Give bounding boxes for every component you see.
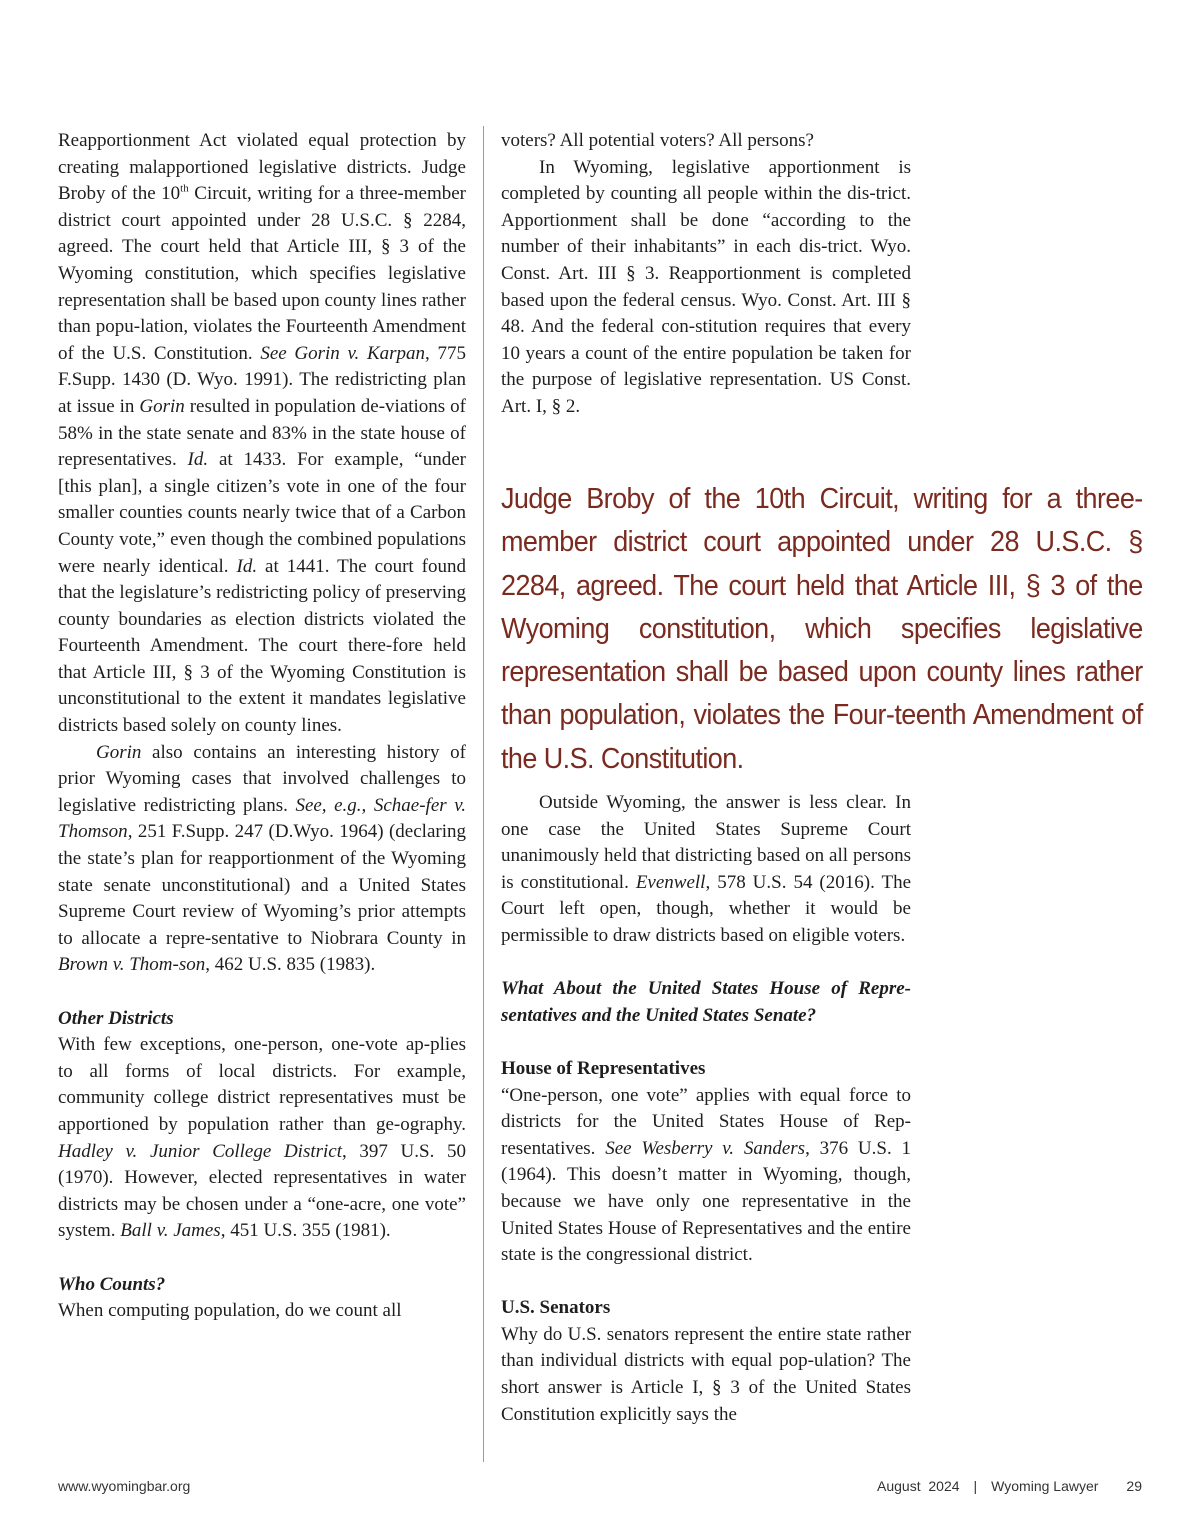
section-heading-who-counts: Who Counts? [58, 1273, 166, 1295]
left-column [58, 128, 466, 1325]
paragraph: Gorin also contains an interesting history of prior Wyoming cases that involved challenges to legislative redistricting plans. See, e.g., Schae-fer v. Thomson, 251 F.Supp. 247 (D.Wyo. 1964) (declaring the state’s plan for reapportionment of the Wyoming state senate unconstitutional) and a United States Supreme Court review of Wyoming’s prior attempts to allocate a repre-sentative to Niobrara County in Brown v. Thom-son, 462 U.S. 835 (1983). [58, 741, 466, 976]
paragraph: Why do U.S. senators represent the entire state rather than individual districts with equal pop-ulation? The short answer is Article I, § 3 of the United States Constitution explicitly says the [501, 1323, 911, 1425]
paragraph: Outside Wyoming, the answer is less clear. In one case the United States Supreme Court unanimously held that districting based on all persons is constitutional. Evenwell, 578 U.S. 54 (2016). The Court left open, though, whether it would be permissible to draw districts based on eligible voters. [501, 792, 912, 946]
paragraph: Reapportionment Act violated equal protection by creating malapportioned legislative districts. Judge Broby of the 10th Circuit, writing for a three-member district court appointed under 28 U.S.C. § 2284, agreed. The court held that Article III, § 3 of the Wyoming constitution, which specifies legislative representation shall be based upon county lines rather than popu-lation, violates the Fourteenth Amendment of the U.S. Constitution. See Gorin v. Karpan, 775 F.Supp. 1430 (D. Wyo. 1991). The redistricting plan at issue in Gorin resulted in population de-viations of 58% in the state senate and 83% in the state house of representatives. Id. at 1433. For example, “under [this plan], a single citizen’s vote in one of the four smaller counties counts nearly twice that of a Carbon County vote,” even though the combined populations were nearly identical. Id. at 1441. The court found that the legislature’s redistricting policy of preserving county boundaries as election districts violated the Fourteenth Amendment. The court there-fore held that Article III, § 3 of the Wyoming Constitution is unconstitutional to the extent it mandates legislative districts based solely on county lines. [58, 130, 466, 737]
right-column-top [501, 128, 911, 421]
right-column-bottom [501, 790, 911, 1428]
footer-date: August 2024 [877, 1478, 960, 1494]
paragraph: With few exceptions, one-person, one-vote ap-plies to all forms of local districts. For example, community college district representatives must be apportioned by population rather than ge-ography. Hadley v. Junior College District, 397 U.S. 50 (1970). However, elected representatives in water districts may be chosen under a “one-acre, one vote” system. Ball v. James, 451 U.S. 355 (1981). [58, 1034, 466, 1242]
footer-info [877, 1478, 1142, 1494]
section-heading-house-and-senate: What About the United States House of Repre-sentatives and the United States Senate? [501, 978, 911, 1026]
paragraph: voters? All potential voters? All persons? [501, 130, 814, 151]
footer-page-number: 29 [1126, 1478, 1142, 1494]
section-heading-senators: U.S. Senators [501, 1297, 611, 1319]
column-divider [483, 126, 484, 1462]
pull-quote: Judge Broby of the 10th Circuit, writing for a three-member district court appointed under 28 U.S.C. § 2284, agreed. The court held that Article III, § 3 of the Wyoming constitution, which specifies legislative representation shall be based upon county lines rather than population, violates the Four-teenth Amendment of the U.S. Constitution. [501, 483, 1143, 775]
paragraph: In Wyoming, legislative apportionment is completed by counting all people within the dis-trict. Apportionment shall be done “according to the number of their inhabitants” in each dis-trict. Wyo. Const. Art. III § 3. Reapportionment is completed based upon the federal census. Wyo. Const. Art. III § 48. And the federal con-stitution requires that every 10 years a count of the entire population be taken for the purpose of legislative representation. US Const. Art. I, § 2. [501, 156, 911, 417]
footer-separator: | [973, 1478, 978, 1494]
paragraph: When computing population, do we count all [58, 1300, 402, 1322]
footer-publication: Wyoming Lawyer [991, 1478, 1099, 1494]
section-heading-house: House of Representatives [501, 1057, 706, 1079]
footer-website[interactable]: www.wyomingbar.org [58, 1478, 191, 1494]
section-heading-other-districts: Other Districts [58, 1007, 174, 1029]
paragraph: “One-person, one vote” applies with equal force to districts for the United States House of Rep-resentatives. See Wesberry v. Sanders, 376 U.S. 1 (1964). This doesn’t matter in Wyoming, though, because we have only one representative in the United States House of Representatives and the entire state is the congressional district. [501, 1084, 911, 1266]
